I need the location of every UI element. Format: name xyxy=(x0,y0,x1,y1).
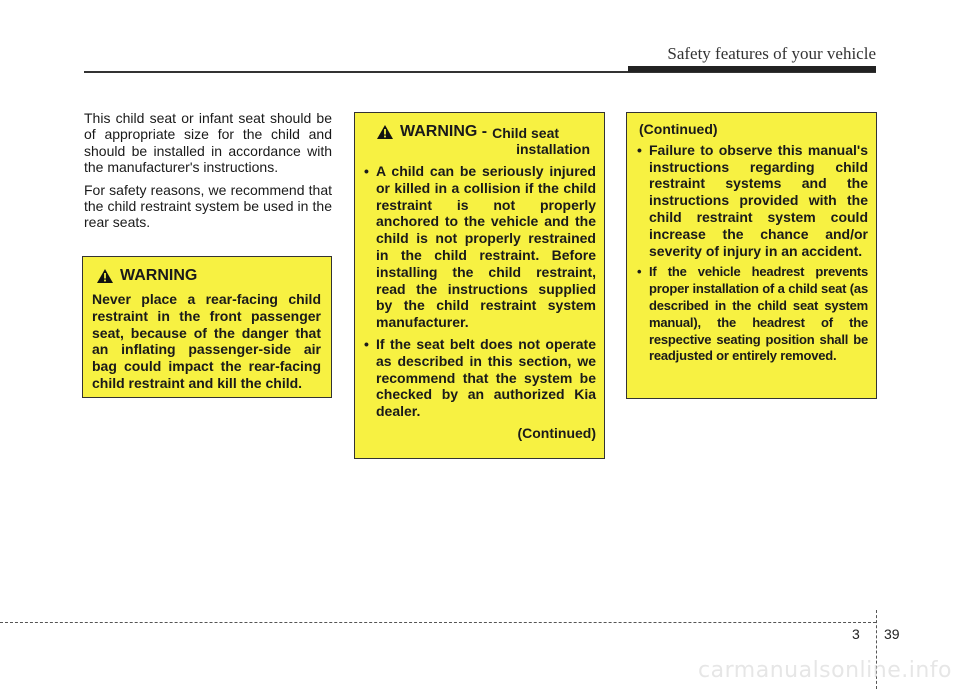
bullet-glyph: • xyxy=(637,264,642,280)
bullet-glyph: • xyxy=(364,335,369,352)
header-rule-accent xyxy=(628,66,876,72)
warning-box-front-seat xyxy=(82,256,332,398)
watermark: carmanualsonline.info xyxy=(698,658,952,683)
warning-box-continued xyxy=(626,112,877,399)
warning-body: Never place a rear-facing child restraint in the front passenger seat, because of the danger that an inflating passenger-side air bag could impact the rear-facing child restraint and kill the child. xyxy=(92,291,321,391)
header-title: Safety features of your vehicle xyxy=(667,44,876,63)
footer-rule xyxy=(0,622,876,623)
warning-header xyxy=(96,267,321,285)
warning-subtitle-line: Child seat xyxy=(492,125,560,141)
warning-subtitle-line: installation xyxy=(516,141,591,157)
bullet-glyph: • xyxy=(364,163,369,179)
list-item xyxy=(637,142,868,260)
warning-title: WARNING - xyxy=(400,123,488,140)
bullet-text: If the vehicle headrest prevents proper installation of a child seat (as described in the child seat system manual), the headrest of the respective seating position shall be readjusted or entirely removed. xyxy=(649,264,868,364)
list-item xyxy=(364,336,596,420)
warning-header xyxy=(376,123,596,157)
bullet-text: Failure to observe this manual's instructions regarding child restraint systems and the instructions provided with the child restraint system could increase the chance and/or severity of injury in an accident. xyxy=(649,141,868,259)
list-item xyxy=(364,163,596,331)
intro-text xyxy=(84,110,332,237)
bullet-glyph: • xyxy=(637,141,642,158)
page-number: 39 xyxy=(884,626,900,642)
bullet-text: A child can be seriously injured or killed in a collision if the child restraint is not properly anchored to the vehicle and the child is not properly restrained in the child restraint. Before installing the child restraint, read the instructions supplied by the child restraint system manufacturer. xyxy=(376,163,596,331)
continued-label: (Continued) xyxy=(639,121,718,137)
list-item xyxy=(637,264,868,365)
warning-triangle-icon xyxy=(96,268,114,284)
warning-triangle-icon xyxy=(376,124,394,140)
chapter-number: 3 xyxy=(852,626,860,642)
warning-box-child-seat-installation xyxy=(354,112,605,459)
bullet-text: If the seat belt does not operate as described in this section, we recommend that the system be checked by an authorized Kia dealer. xyxy=(376,335,596,420)
intro-paragraph: For safety reasons, we recommend that the child restraint system be used in the rear seats. xyxy=(84,181,332,231)
warning-title: WARNING xyxy=(120,267,198,284)
warning-subtitle xyxy=(492,123,590,157)
intro-paragraph: This child seat or infant seat should be of appropriate size for the child and should be installed in accordance with the manufacturer's instructions. xyxy=(84,110,332,176)
continued-label: (Continued) xyxy=(517,424,596,441)
